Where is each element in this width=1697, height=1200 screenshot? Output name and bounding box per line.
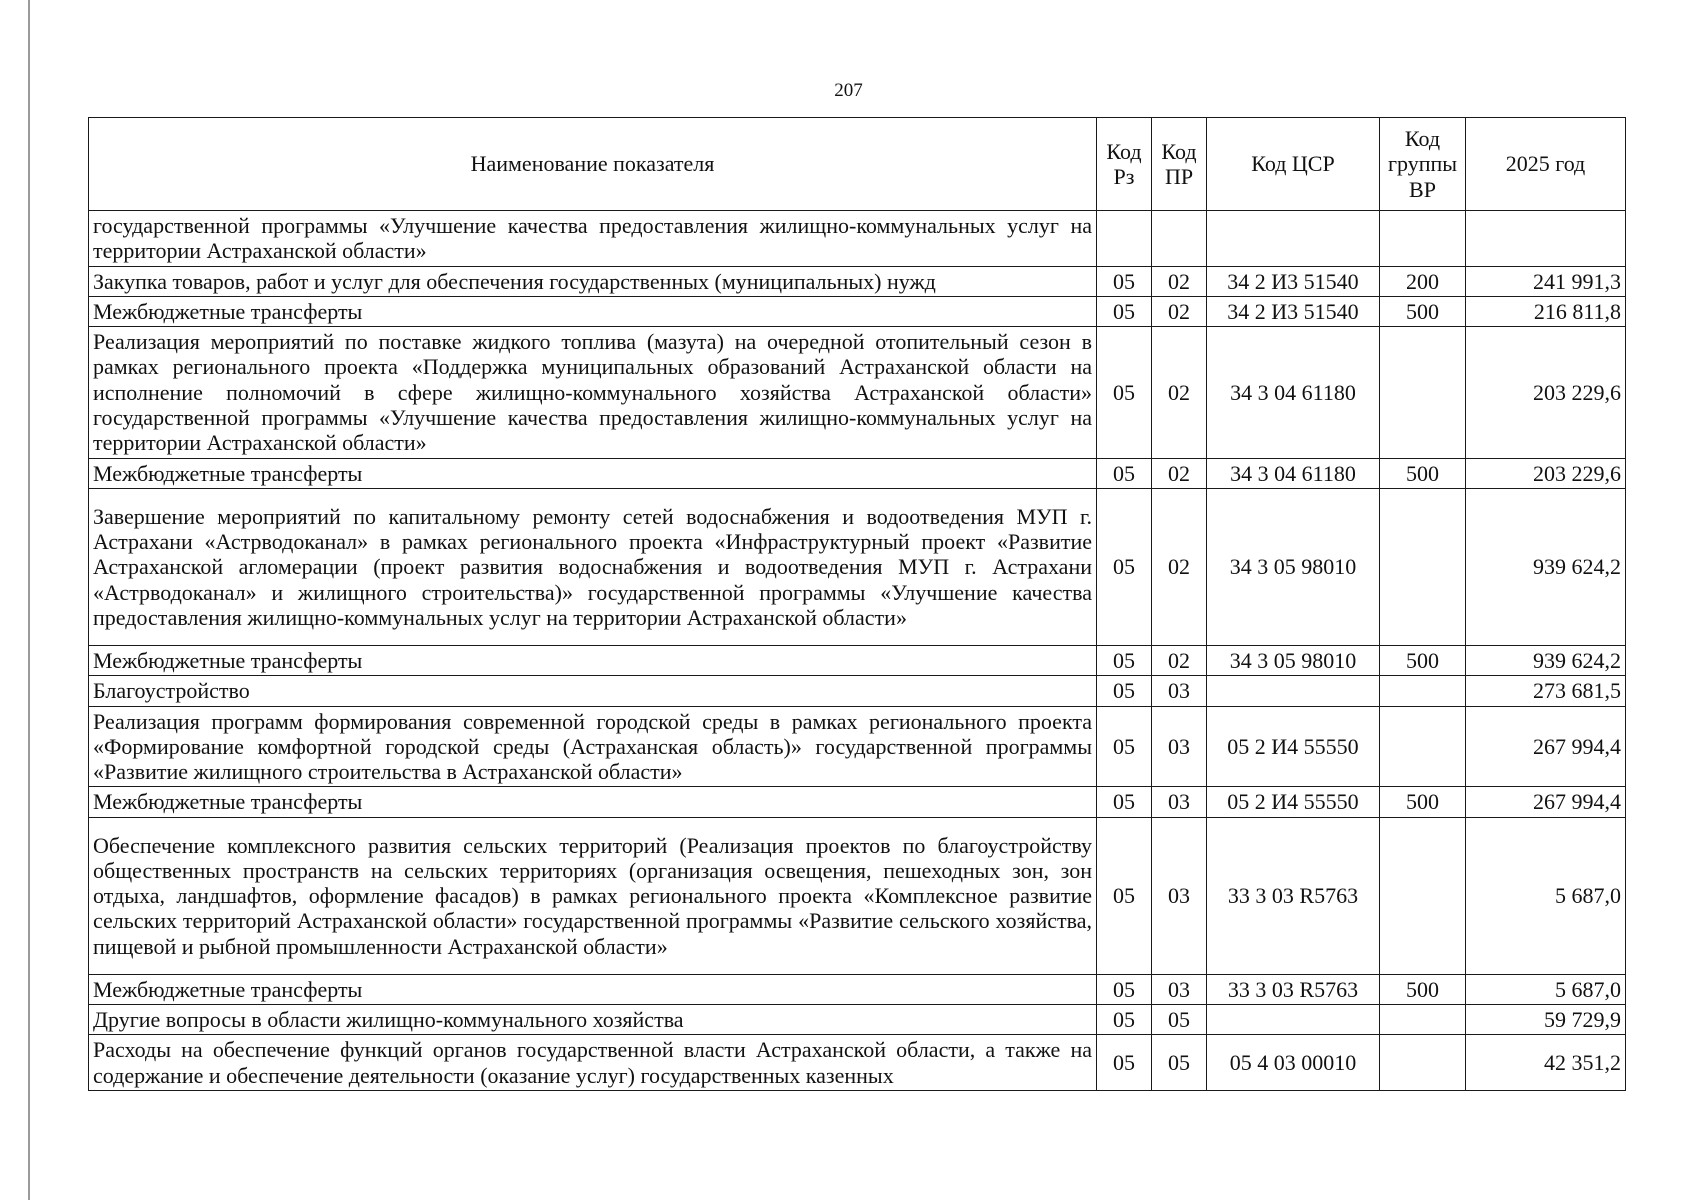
row-name: Благоустройство [89,676,1097,706]
row-rz: 05 [1097,488,1152,645]
row-vr [1380,211,1466,267]
row-csr [1207,676,1380,706]
row-rz: 05 [1097,706,1152,787]
row-pr: 03 [1152,817,1207,974]
row-pr: 02 [1152,266,1207,296]
row-pr: 05 [1152,1035,1207,1091]
table-row [89,787,1626,817]
row-pr: 03 [1152,706,1207,787]
row-vr: 500 [1380,787,1466,817]
row-name: Межбюджетные трансферты [89,645,1097,675]
table-row [89,296,1626,326]
header-vr: Код группы ВР [1380,118,1466,211]
row-csr: 33 3 03 R5763 [1207,974,1380,1004]
row-rz: 05 [1097,676,1152,706]
table-header-row [89,118,1626,211]
row-vr: 500 [1380,645,1466,675]
row-csr: 34 3 05 98010 [1207,488,1380,645]
row-amount: 203 229,6 [1466,458,1626,488]
row-vr: 500 [1380,974,1466,1004]
row-pr: 03 [1152,676,1207,706]
row-amount: 42 351,2 [1466,1035,1626,1091]
row-vr [1380,327,1466,458]
row-pr: 02 [1152,488,1207,645]
row-amount: 267 994,4 [1466,787,1626,817]
page-number: 207 [834,80,863,101]
table-row [89,266,1626,296]
header-pr: Код ПР [1152,118,1207,211]
row-amount: 267 994,4 [1466,706,1626,787]
row-name: Межбюджетные трансферты [89,974,1097,1004]
table-row [89,676,1626,706]
row-pr [1152,211,1207,267]
budget-table [88,117,1626,1091]
row-amount: 273 681,5 [1466,676,1626,706]
row-vr [1380,706,1466,787]
row-vr [1380,1005,1466,1035]
row-name: Реализация мероприятий по поставке жидкого топлива (мазута) на очередной отопительный сезон в рамках регионального проекта «Поддержка муниципальных образований Астраханской области на исполнение полномочий в сфере жилищно-коммунального хозяйства Астраханской области» государственной программы «Улучшение качества предоставления жилищно-коммунальных услуг на территории Астраханской области» [89,327,1097,458]
row-name: Завершение мероприятий по капитальному ремонту сетей водоснабжения и водоотведения МУП г. Астрахани «Астрводоканал» в рамках регионального проекта «Инфраструктурный проект «Развитие Астраханской агломерации (проект развития водоснабжения и водоотведения МУП г. Астрахани «Астрводоканал» и жилищного строительства)» государственной программы «Улучшение качества предоставления жилищно-коммунальных услуг на территории Астраханской области» [89,488,1097,645]
row-rz: 05 [1097,1035,1152,1091]
row-name: Межбюджетные трансферты [89,458,1097,488]
row-csr [1207,211,1380,267]
row-rz: 05 [1097,266,1152,296]
row-amount: 203 229,6 [1466,327,1626,458]
row-pr: 02 [1152,458,1207,488]
row-amount: 241 991,3 [1466,266,1626,296]
row-rz: 05 [1097,787,1152,817]
row-vr [1380,817,1466,974]
row-rz: 05 [1097,645,1152,675]
header-rz: Код Рз [1097,118,1152,211]
table-row [89,458,1626,488]
row-amount: 939 624,2 [1466,488,1626,645]
row-amount: 939 624,2 [1466,645,1626,675]
row-vr: 500 [1380,296,1466,326]
row-pr: 05 [1152,1005,1207,1035]
table-row [89,327,1626,458]
row-amount [1466,211,1626,267]
table-row [89,645,1626,675]
row-vr [1380,676,1466,706]
row-pr: 02 [1152,296,1207,326]
row-pr: 02 [1152,327,1207,458]
row-name: Реализация программ формирования современной городской среды в рамках регионального проекта «Формирование комфортной городской среды (Астраханская область)» государственной программы «Развитие жилищного строительства в Астраханской области» [89,706,1097,787]
row-csr: 05 2 И4 55550 [1207,706,1380,787]
row-csr: 34 3 04 61180 [1207,458,1380,488]
row-csr: 05 2 И4 55550 [1207,787,1380,817]
table-row [89,1005,1626,1035]
binding-margin-line [28,0,30,1200]
row-name: Обеспечение комплексного развития сельских территорий (Реализация проектов по благоустройству общественных пространств на сельских территориях (организация освещения, пешеходных зон, зон отдыха, ландшафтов, оформление фасадов) в рамках регионального проекта «Комплексное развитие сельских территорий Астраханской области» государственной программы «Развитие сельского хозяйства, пищевой и рыбной промышленности Астраханской области» [89,817,1097,974]
row-pr: 02 [1152,645,1207,675]
table-row [89,817,1626,974]
row-amount: 5 687,0 [1466,974,1626,1004]
row-name: Межбюджетные трансферты [89,296,1097,326]
row-rz: 05 [1097,974,1152,1004]
row-csr: 34 2 И3 51540 [1207,266,1380,296]
table-row [89,1035,1626,1091]
row-amount: 59 729,9 [1466,1005,1626,1035]
row-rz: 05 [1097,817,1152,974]
row-vr [1380,1035,1466,1091]
row-vr [1380,488,1466,645]
row-csr: 34 2 И3 51540 [1207,296,1380,326]
row-name: Расходы на обеспечение функций органов государственной власти Астраханской области, а также на содержание и обеспечение деятельности (оказание услуг) государственных казенных [89,1035,1097,1091]
row-rz: 05 [1097,327,1152,458]
row-name: государственной программы «Улучшение качества предоставления жилищно-коммунальных услуг на территории Астраханской области» [89,211,1097,267]
row-rz: 05 [1097,1005,1152,1035]
row-amount: 216 811,8 [1466,296,1626,326]
row-name: Закупка товаров, работ и услуг для обеспечения государственных (муниципальных) нужд [89,266,1097,296]
table-row [89,211,1626,267]
row-csr [1207,1005,1380,1035]
row-name: Другие вопросы в области жилищно-коммунального хозяйства [89,1005,1097,1035]
row-pr: 03 [1152,787,1207,817]
row-name: Межбюджетные трансферты [89,787,1097,817]
row-csr: 34 3 04 61180 [1207,327,1380,458]
table-row [89,706,1626,787]
table-row [89,488,1626,645]
row-vr: 200 [1380,266,1466,296]
row-rz [1097,211,1152,267]
header-name: Наименование показателя [89,118,1097,211]
header-year: 2025 год [1466,118,1626,211]
row-csr: 33 3 03 R5763 [1207,817,1380,974]
row-pr: 03 [1152,974,1207,1004]
table-row [89,974,1626,1004]
row-csr: 34 3 05 98010 [1207,645,1380,675]
row-amount: 5 687,0 [1466,817,1626,974]
row-rz: 05 [1097,458,1152,488]
row-rz: 05 [1097,296,1152,326]
header-csr: Код ЦСР [1207,118,1380,211]
row-vr: 500 [1380,458,1466,488]
row-csr: 05 4 03 00010 [1207,1035,1380,1091]
